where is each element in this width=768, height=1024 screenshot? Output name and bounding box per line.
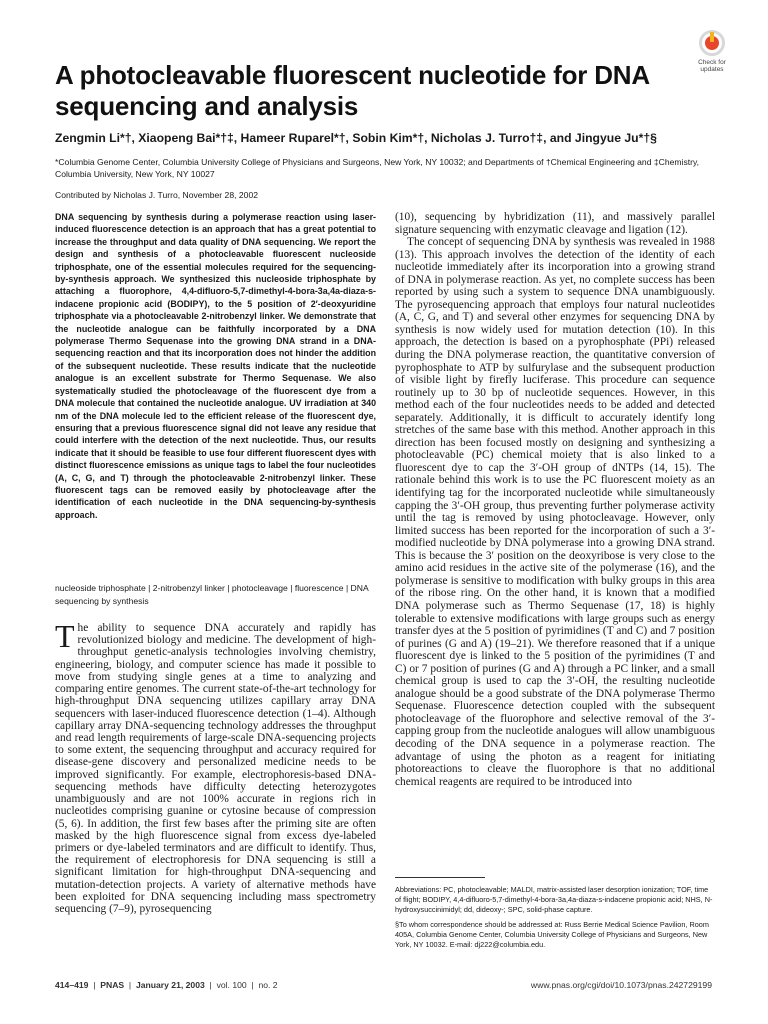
contributed-by: Contributed by Nicholas J. Turro, November 28, 2002 [55, 190, 259, 200]
doi-link[interactable]: www.pnas.org/cgi/doi/10.1073/pnas.242729199 [530, 980, 712, 990]
introduction-paragraph [55, 618, 376, 916]
footer-journal: PNAS [100, 980, 125, 990]
author-list: Zengmin Li*†, Xiaopeng Bai*†‡, Hameer Ruparel*†, Sobin Kim*†, Nicholas J. Turro†‡, and Jingyue Ju*†§ [55, 131, 657, 145]
right-column-paragraph-2: The concept of sequencing DNA by synthesis was revealed in 1988 (13). This approach involves the detection of the identity of each nucleotide immediately after its incorporation into a growing strand of DNA in polymerase reaction. As yet, no complete success has been reported by using such a system to sequence DNA unambiguously. The pyrosequencing approach that employs four natural nucleotides (A, C, G, and T) and several other enzymes for sequencing DNA by synthesis is now widely used for mutation detection (10). In this approach, the detection is based on a pyrophosphate (PPi) released during the DNA polymerase reaction, the quantitative conversion of pyrophosphate to ATP by sulfurylase and the subsequent production of visible light by firefly luciferase. This procedure can sequence routinely up to 30 bp of nucleotide sequences. However, in this method each of the four nucleotides needs to be added and detected separately. Additionally, it is difficult to accurately identify long stretches of the same base with this method. Another approach in this direction has been focused mostly on designing and synthesizing a photocleavable (PC) chemical moiety that is also linked to a fluorescent dye to cap the 3′-OH group of dNTPs (14, 15). The rationale behind this work is to use the PC fluorescent moiety as an identifying tag for the incorporated nucleotide while simultaneously capping the 3′-OH group, thus preventing further polymerase activity until the tag is removed by using photocleavage. However, only limited success has been reported for the incorporation of such a 3′-modified nucleotide by DNA polymerase into a growing DNA strand. This is because the 3′ position on the deoxyribose is very close to the amino acid residues in the active site of the polymerase (16), and the polymerase is sensitive to modification with bulky groups in this area of the ribose ring. On the other hand, it is known that a modified DNA polymerase such as Thermo Sequenase (17, 18) is highly tolerable to extensive modifications with large groups such as energy transfer dyes at the 5 position of pyrimidines (T and C) and 7 position of purines (G and A) (19–21). We therefore reasoned that if a unique fluorescent dye is linked to the 5 position of the pyrimidines (T and C) or 7 position of purines (G and A) through a PC linker, and a small chemical group is used to cap the 3′-OH, the resulting nucleotide analogue should be a good substrate of the DNA polymerase Thermo Sequenase. Fluorescence detection coupled with the subsequent photocleavage of the fluorophore and selective removal of the 3′-capping group from the nucleotide analogues will allow unambiguous decoding of the DNA sequence in a polymerase reaction. The advantage of using the photon as a reagent for initiating photoreactions to cleave the fluorophore is that no additional chemical reagents are required to be introduced into [395, 236, 715, 788]
correspondence-footnote: §To whom correspondence should be addressed at: Russ Berrie Medical Science Pavilion, Room 405A, Columbia Genome Center, Columbia University College of Physicians and Surgeons, New York, NY 10032. E-mail: dj222@columbia.edu. [395, 920, 709, 949]
check-for-updates-icon [699, 30, 725, 56]
footer-volume: vol. 100 [216, 980, 247, 990]
drop-cap: T [55, 618, 75, 654]
footer-date: January 21, 2003 [135, 980, 205, 990]
footnotes [395, 885, 715, 955]
footer-pages: 414–419 [55, 980, 89, 990]
check-for-updates-label: Check for updates [698, 59, 726, 73]
check-for-updates-badge[interactable] [690, 30, 734, 73]
article-title: A photocleavable fluorescent nucleotide for DNA sequencing and analysis [55, 60, 649, 121]
abbreviations-footnote: Abbreviations: PC, photocleavable; MALDI, matrix-assisted laser desorption ionization; TOF, time of flight; BODIPY, 4,4-difluoro-5,7-dimethyl-4-bora-3a,4a-diaza-s-indacene propionic acid; NHS, N-hydroxysuccinimidyl; dd, dideoxy-; SPC, solid-phase capture. [395, 885, 713, 914]
abstract: DNA sequencing by synthesis during a polymerase reaction using laser-induced fluorescence detection is an approach that has a great potential to increase the throughput and data quality of DNA sequencing. We report the design and synthesis of a photocleavable fluorescent nucleoside triphosphate, one of the essential molecules required for the sequencing-by-synthesis approach. We synthesized this nucleoside triphosphate by attaching a fluorophore, 4,4-difluoro-5,7-dimethyl-4-bora-3a,4a-diaza-s-indacene propionic acid (BODIPY), to the 5 position of 2′-deoxyuridine triphosphate via a photocleavable 2-nitrobenzyl linker. We demonstrate that the nucleotide analogue can be faithfully incorporated by a DNA polymerase Thermo Sequenase into the growing DNA strand in a DNA-sequencing reaction and that its incorporation does not hinder the addition of the subsequent nucleotide. These results indicate that the nucleotide analogue is an excellent substrate for Thermo Sequenase. We also systematically studied the photocleavage of the fluorescent dye from a DNA molecule that contained the nucleotide analogue. UV irradiation at 340 nm of the DNA molecule led to the efficient release of the fluorescent dye, ensuring that a previous fluorescence signal did not leave any residue that could interfere with the detection of the next nucleotide. Thus, our results indicate that it should be feasible to use four different fluorescent dyes with distinct fluorescence emissions as unique tags to label the four nucleotides (A, C, G, and T) through the photocleavable 2-nitrobenzyl linker. These fluorescent tags can be removed easily by photocleavage after the identification of each nucleotide in the DNA sequencing-by-synthesis approach. [55, 212, 376, 520]
affiliations: *Columbia Genome Center, Columbia University College of Physicians and Surgeons, New York, NY 10032; and Departments of †Chemical Engineering and ‡Chemistry, Columbia University, New York, NY 10027 [55, 157, 700, 179]
footnote-divider [395, 877, 485, 878]
footer-citation: 414–419 | PNAS | January 21, 2003 | vol. 100 | no. 2 [55, 980, 278, 990]
keywords: nucleoside triphosphate | 2-nitrobenzyl linker | photocleavage | fluorescence | DNA sequencing by synthesis [55, 583, 369, 606]
right-column-paragraph-1: (10), sequencing by hybridization (11), and massively parallel signature sequencing with enzymatic cleavage and ligation (12). [395, 211, 715, 236]
footer-issue: no. 2 [258, 980, 278, 990]
introduction-text: he ability to sequence DNA accurately and rapidly has revolutionized biology and medicine. The development of high-throughput genetic-analysis technologies involving chemistry, engineering, biology, and computer science has made it possible to move from studying single genes at a time to analyzing and comparing entire genomes. The current state-of-the-art technology for high-throughput DNA sequencing utilizes capillary array DNA sequencers with laser-induced fluorescence detection (1–4). Although capillary array DNA-sequencing technology addresses the throughput and read length requirements of large-scale DNA-sequencing projects to some extent, the sequencing throughput and accuracy required for disease-gene discovery and personalized medicine needs to be improved significantly. For example, electrophoresis-based DNA-sequencing methods have difficulty detecting heterozygotes unambiguously and are not 100% accurate in regions rich in nucleotides comprising guanine or cytosine because of compression (5, 6). In addition, the first few bases after the priming site are often masked by the high fluorescence signal from excess dye-labeled primers or dye-labeled terminators and are difficult to identify. Thus, the requirement of electrophoresis for DNA sequencing is still a significant limitation for high-throughput DNA-sequencing and mutation-detection projects. A variety of alternative methods have been exploited for DNA sequencing including mass spectrometry sequencing (7–9), pyrosequencing [55, 622, 376, 916]
right-column [395, 211, 715, 788]
